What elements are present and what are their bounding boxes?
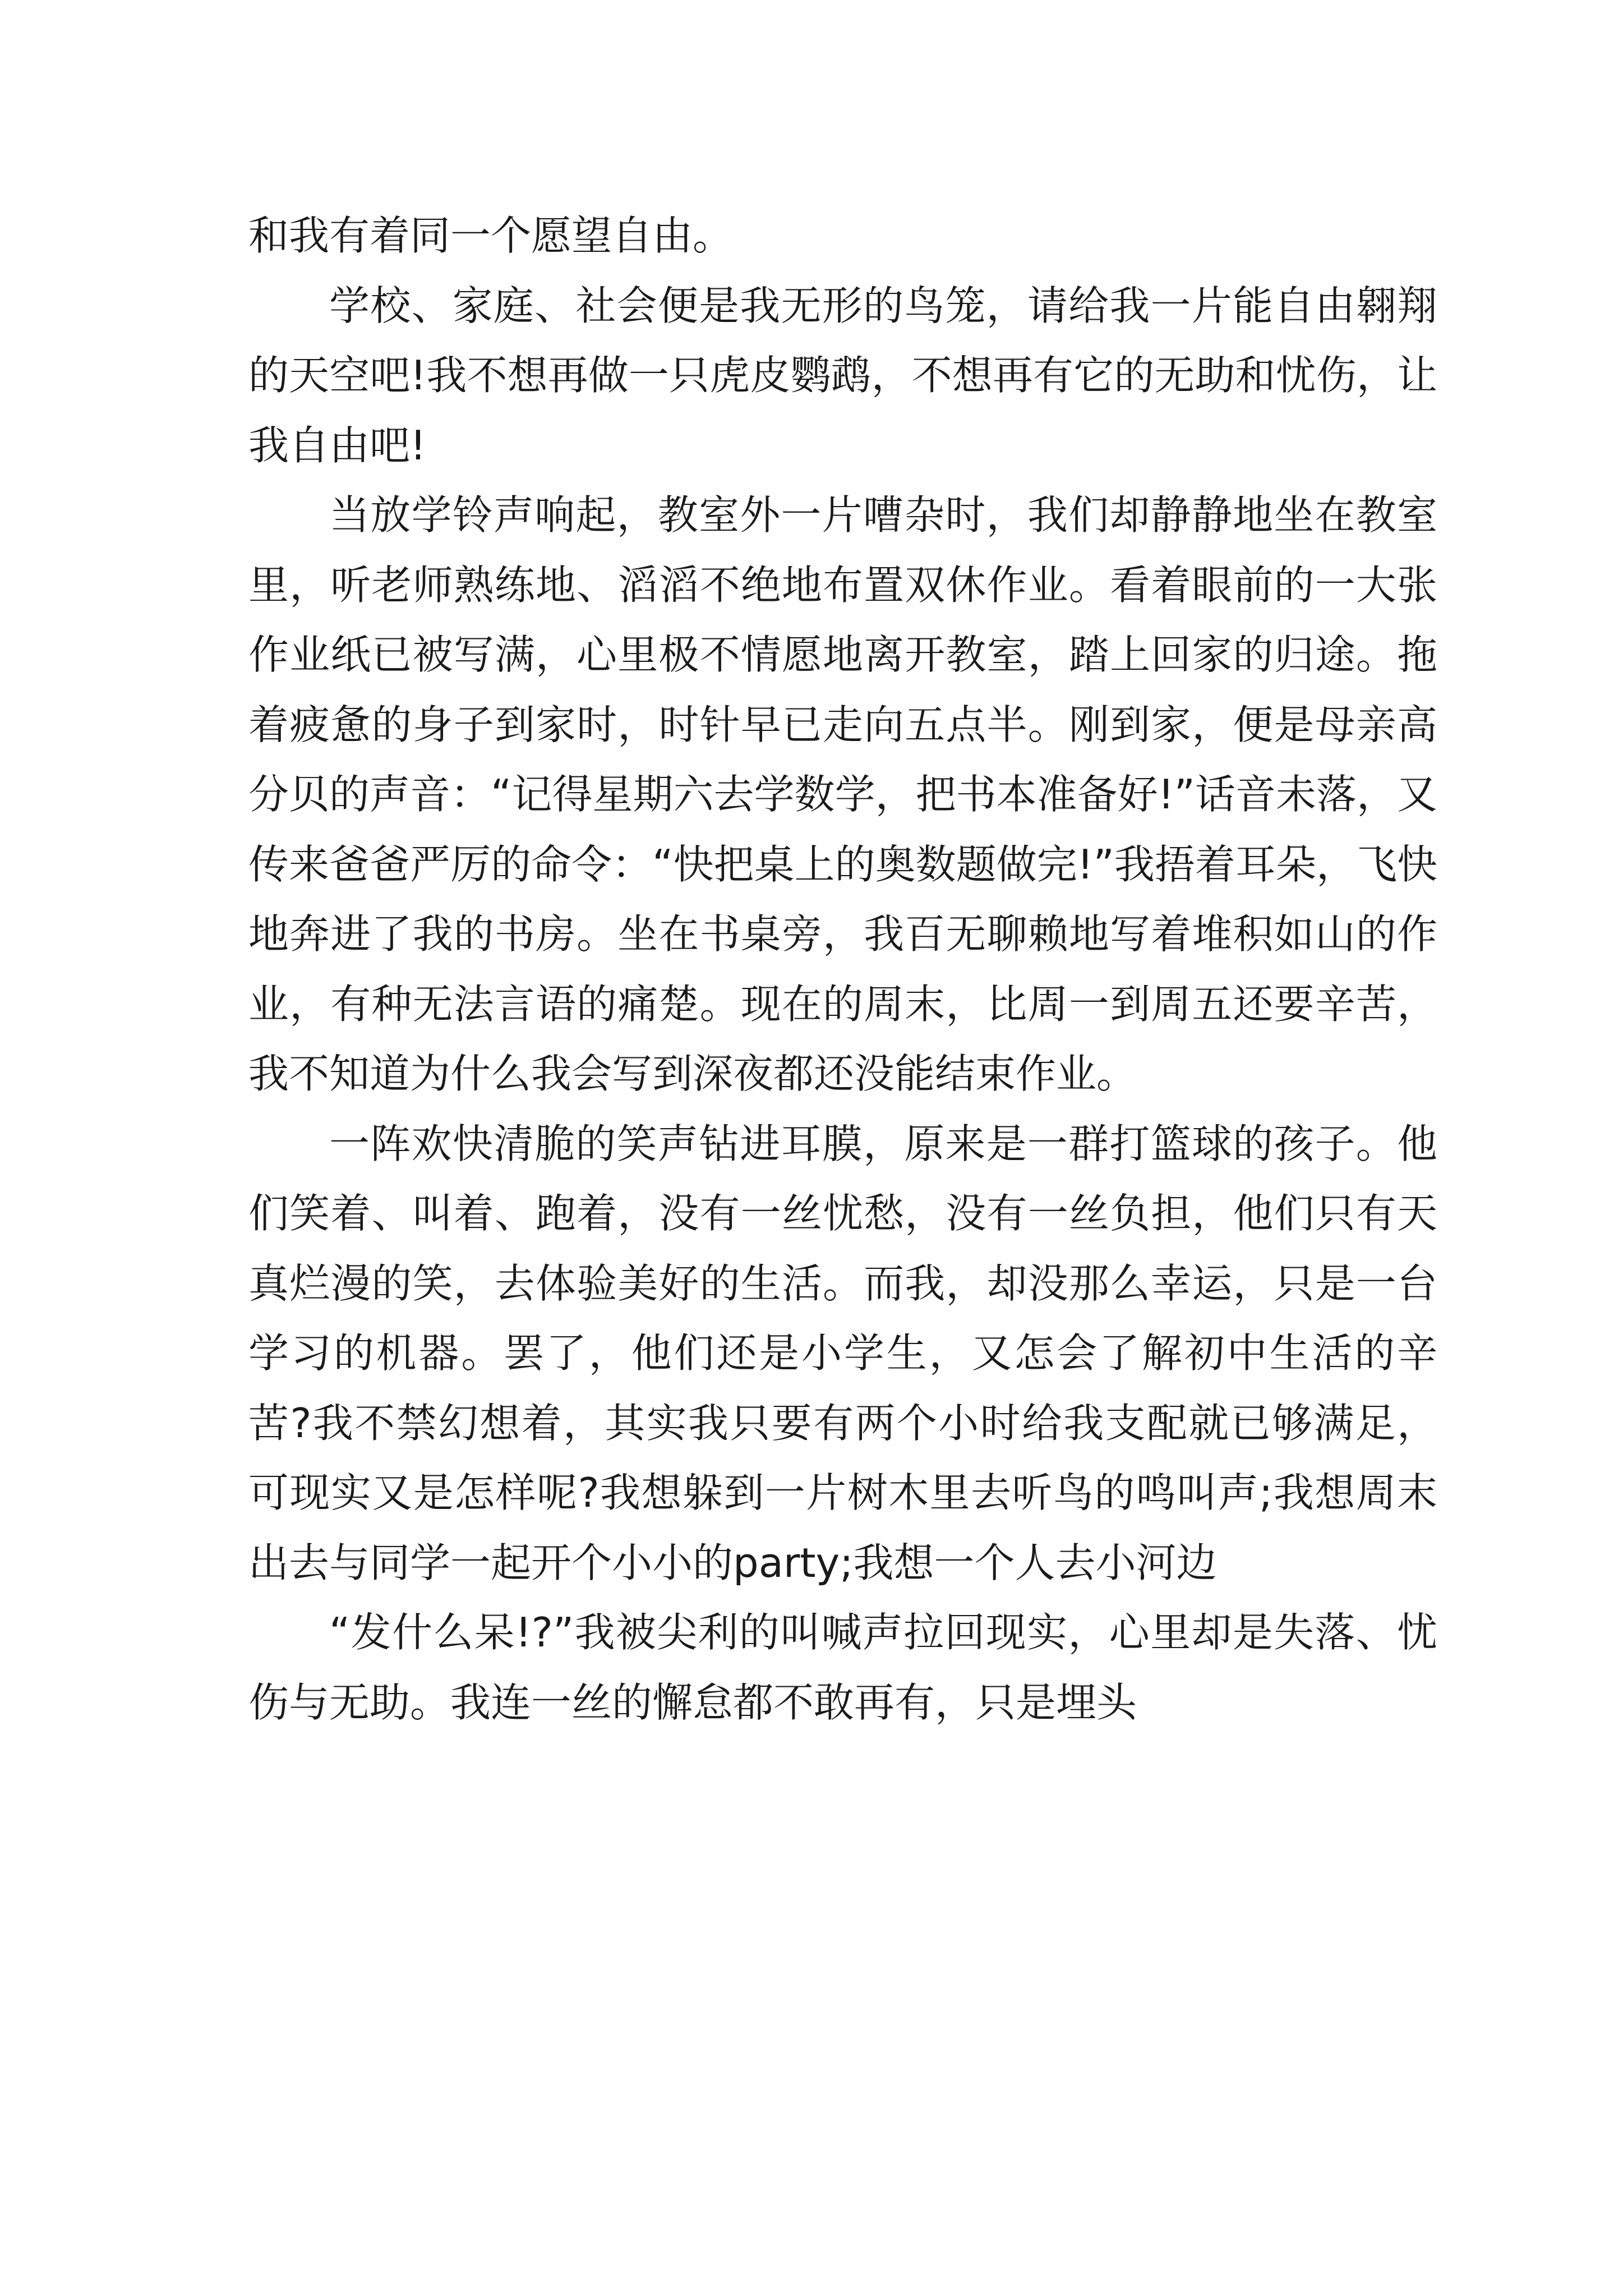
paragraph-after-school: 当放学铃声响起，教室外一片嘈杂时，我们却静静地坐在教室里，听老师熟练地、滔滔不绝地布置双休作业。看着眼前的一大张作业纸已被写满，心里极不情愿地离开教室，踏上回家的归途。拖着疲惫的身子到家时，时针早已走向五点半。刚到家，便是母亲高分贝的声音：“记得星期六去学数学，把书本准备好!”话音未落，又传来爸爸严厉的命令：“快把桌上的奥数题做完!”我捂着耳朵，飞快地奔进了我的书房。坐在书桌旁，我百无聊赖地写着堆积如山的作业，有种无法言语的痛楚。现在的周末，比周一到周五还要辛苦，我不知道为什么我会写到深夜都还没能结束作业。	[248, 491, 1437, 1097]
paragraph-continuation: 和我有着同一个愿望自由。	[248, 212, 734, 259]
paragraph-laughter: 一阵欢快清脆的笑声钻进耳膜，原来是一群打篮球的孩子。他们笑着、叫着、跑着，没有一丝忧愁，没有一丝负担，他们只有天真烂漫的笑，去体验美好的生活。而我，却没那么幸运，只是一台学习的机器。罢了，他们还是小学生，又怎会了解初中生活的辛苦?我不禁幻想着，其实我只要有两个小时给我支配就已够满足，可现实又是怎样呢?我想躲到一片树木里去听鸟的鸣叫声;我想周末出去与同学一起开个小小的party;我想一个人去小河边	[248, 1120, 1437, 1586]
paragraph-bird-cage: 学校、家庭、社会便是我无形的鸟笼，请给我一片能自由翱翔的天空吧!我不想再做一只虎皮鹦鹉，不想再有它的无助和忧伤，让我自由吧!	[248, 282, 1437, 469]
paragraph-daydream-end: “发什么呆!?”我被尖利的叫喊声拉回现实，心里却是失落、忧伤与无助。我连一丝的懈怠都不敢再有，只是埋头	[248, 1609, 1437, 1726]
document-body	[248, 201, 1437, 1737]
